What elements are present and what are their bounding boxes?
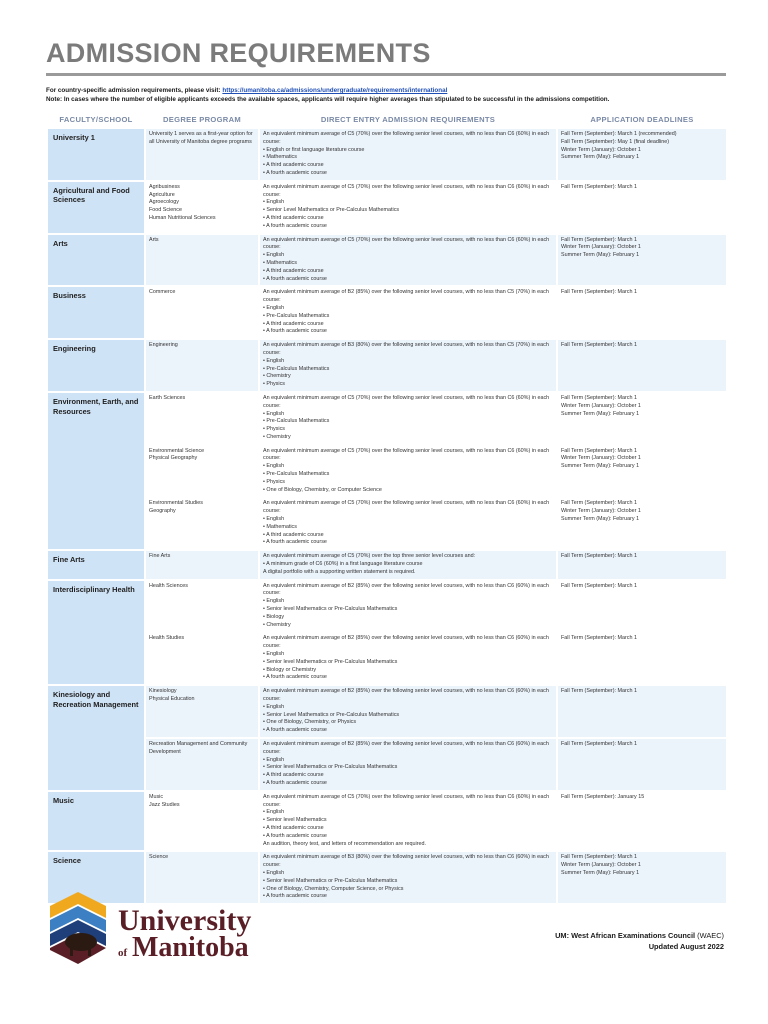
admission-requirements-line: An equivalent minimum average of C5 (70%) over the following senior level courses, with no less than C6 (60%) in each course: [263,793,550,808]
intro-note: Note: In cases where the number of eligible applicants exceeds the available spaces, applicants will require higher averages than stipulated to be successful in the admissions competition. [46,96,610,103]
admission-requirements-line: • Physics [263,478,285,485]
admission-requirements-line: • Pre-Calculus Mathematics [263,312,330,319]
application-deadlines [558,182,726,233]
faculty-name: Agricultural and Food Sciences [48,182,144,233]
admission-requirements [260,852,556,903]
application-deadlines-line: Fall Term (September): March 1 [561,582,637,589]
degree-program-line: Earth Sciences [149,394,186,401]
admission-requirements-line: • A third academic course [263,772,324,779]
admission-requirements [260,498,556,549]
admission-requirements-line: • One of Biology, Chemistry, or Physics [263,719,357,726]
intro-line-1 [46,86,736,95]
admission-requirements [260,581,556,632]
application-deadlines-line: Fall Term (September): March 1 [561,394,637,401]
admission-requirements-line: • Senior level Mathematics or Pre-Calculus Mathematics [263,606,398,613]
table-row [48,446,726,497]
degree-program-line: Food Science [149,207,182,214]
admission-requirements-line: • Chemistry [263,621,291,628]
admission-requirements-line: • English [263,809,285,816]
application-deadlines [558,581,726,632]
degree-program [146,498,258,549]
application-deadlines-line: Winter Term (January): October 1 [561,862,641,869]
degree-program-line: Agriculture [149,191,175,198]
admission-requirements-line: • English [263,304,285,311]
faculty-name: Engineering [48,340,144,391]
admission-requirements-line: • English [263,357,285,364]
application-deadlines-line: Fall Term (September): March 1 [561,635,637,642]
degree-program-line: Geography [149,508,176,515]
admission-requirements-line: An equivalent minimum average of B3 (80%) over the following senior level courses, with no less than C5 (70%) in each course: [263,342,549,356]
admission-requirements-line: • A third academic course [263,320,324,327]
admission-requirements-line: • Pre-Calculus Mathematics [263,471,330,478]
application-deadlines-line: Summer Term (May): February 1 [561,154,640,161]
degree-program [146,393,258,444]
degree-program [146,581,258,632]
application-deadlines [558,446,726,497]
application-deadlines-line: Summer Term (May): February 1 [561,252,640,259]
bison-shield-icon [50,892,106,964]
degree-program [146,182,258,233]
application-deadlines [558,129,726,180]
admission-requirements-line: • A third academic course [263,162,324,169]
admission-requirements-line: • Mathematics [263,523,297,530]
admission-requirements-line: An equivalent minimum average of C5 (70%) over the top three senior level courses and: [263,553,476,560]
admission-requirements-line: • Physics [263,426,285,433]
degree-program-line: Fine Arts [149,553,171,560]
degree-program [146,686,258,737]
application-deadlines-line: Fall Term (September): May 1 (final deadline) [561,138,670,145]
admission-requirements-line: • Senior Level Mathematics or Pre-Calculus Mathematics [263,207,400,214]
admission-requirements [260,287,556,338]
admission-requirements-line: An equivalent minimum average of C5 (70%) over the following senior level courses, with no less than C6 (60%) in each course: [263,236,550,251]
application-deadlines-line: Fall Term (September): January 15 [561,793,645,800]
admission-requirements-line: An equivalent minimum average of C5 (70%) over the following senior level courses, with no less than C6 (60%) in each course: [263,500,550,515]
admission-requirements-line: • One of Biology, Chemistry, or Computer Science [263,486,382,493]
degree-program-line: Physical Education [149,696,195,702]
admission-requirements-line: • English [263,463,285,470]
requirements-table [46,112,728,905]
degree-program-line: Commerce [149,289,176,296]
admission-requirements-line: • Senior level Mathematics or Pre-Calculus Mathematics [263,764,398,771]
degree-program-line: Recreation Management and Community Development [149,740,248,755]
admission-requirements-line: An equivalent minimum average of B2 (85%) over the following senior level courses, with no less than C5 (70%) in each course: [263,289,549,304]
admission-requirements-line: An equivalent minimum average of B2 (85%) over the following senior level courses, with no less than C6 (60%) in each course: [263,635,549,650]
application-deadlines-line: Fall Term (September): March 1 [561,447,637,454]
admission-requirements-line: • English [263,410,285,417]
application-deadlines-line: Summer Term (May): February 1 [561,410,640,417]
faculty-name: Science [48,852,144,903]
degree-program-line: Kinesiology [149,688,177,695]
admission-requirements-line: • A fourth academic course [263,727,327,734]
application-deadlines-line: Summer Term (May): February 1 [561,516,640,523]
admission-requirements-line: • English [263,598,285,605]
admission-requirements-line: • A fourth academic course [263,328,327,335]
admission-requirements-line: An audition, theory test, and letters of recommendation are required. [263,840,427,847]
application-deadlines-line: Summer Term (May): February 1 [561,463,640,470]
application-deadlines-line: Fall Term (September): March 1 [561,289,637,296]
table-row [48,393,726,444]
admission-requirements-line: • English or first language literature course [263,146,365,153]
table-row [48,633,726,684]
admission-requirements [260,235,556,286]
application-deadlines-line: Winter Term (January): October 1 [561,402,641,409]
degree-program [146,792,258,851]
degree-program-line: Engineering [149,342,178,349]
degree-program-line: Health Studies [149,635,185,642]
admission-requirements-line: • English [263,516,285,523]
degree-program [146,340,258,391]
faculty-name: Kinesiology and Recreation Management [48,686,144,790]
table-row [48,498,726,549]
column-header-deadlines: APPLICATION DEADLINES [590,115,694,124]
admission-requirements-line: • Chemistry [263,373,291,380]
application-deadlines [558,235,726,286]
application-deadlines [558,633,726,684]
application-deadlines-line: Fall Term (September): March 1 [561,183,637,190]
application-deadlines [558,686,726,737]
degree-program-line: Agribusiness [149,183,180,190]
admission-requirements-line: • A fourth academic course [263,169,327,176]
admission-requirements-line: • English [263,703,285,710]
admission-requirements-line: An equivalent minimum average of B2 (85%) over the following senior level courses, with no less than C6 (60%) in each course: [263,582,549,597]
admission-requirements-line: • A fourth academic course [263,779,327,786]
table-row [48,792,726,851]
table-body [48,129,726,903]
application-deadlines-line: Fall Term (September): March 1 [561,500,637,507]
admission-requirements-line: An equivalent minimum average of C5 (70%) over the following senior level courses, with no less than C6 (60%) in each course: [263,447,550,462]
admission-requirements-line: • Chemistry [263,433,291,440]
admission-requirements-line: • Senior level Mathematics or Pre-Calculus Mathematics [263,658,398,665]
application-deadlines [558,551,726,578]
admission-requirements-line: • A minimum grade of C6 (60%) in a first language literature course [263,561,423,568]
degree-program-line: Human Nutritional Sciences [149,214,216,221]
application-deadlines [558,340,726,391]
application-deadlines-line: Fall Term (September): March 1 [561,854,637,861]
admission-requirements-line: • Physics [263,381,285,388]
logo-text-of: of [118,947,128,959]
admission-requirements-line: • Biology or Chemistry [263,666,317,673]
degree-program-line: Environmental Studies [149,500,203,507]
admission-requirements [260,633,556,684]
table-row [48,686,726,737]
table-row [48,287,726,338]
admission-requirements-line: • English [263,651,285,658]
admission-requirements-line: An equivalent minimum average of C5 (70%) over the following senior level courses, with no less than C6 (60%) in each course: [263,183,550,198]
table-row [48,129,726,180]
application-deadlines [558,739,726,790]
admission-requirements-line: • A fourth academic course [263,275,327,282]
column-header-faculty: FACULTY/SCHOOL [59,115,133,124]
admission-requirements-line: • Mathematics [263,259,297,266]
admission-requirements-line: • A fourth academic course [263,539,327,546]
application-deadlines-line: Fall Term (September): March 1 (recommended) [561,131,677,137]
application-deadlines-line: Fall Term (September): March 1 [561,553,637,560]
footer-council-abbrev: (WAEC) [695,931,724,940]
application-deadlines [558,287,726,338]
admission-requirements-line: An equivalent minimum average of B2 (85%) over the following senior level courses, with no less than C6 (60%) in each course: [263,688,549,702]
admission-requirements-line: • A third academic course [263,824,324,831]
table-row [48,581,726,632]
footer-updated: Updated August 2022 [648,942,724,951]
table-row [48,739,726,790]
table-header-row [48,114,726,127]
admission-requirements-line: • A third academic course [263,214,324,221]
degree-program-line: Arts [149,236,159,243]
admission-requirements [260,739,556,790]
application-deadlines-line: Fall Term (September): March 1 [561,688,637,695]
admission-requirements-line: • A fourth academic course [263,893,327,900]
application-deadlines-line: Winter Term (January): October 1 [561,455,641,462]
application-deadlines [558,393,726,444]
degree-program [146,739,258,790]
column-header-program: DEGREE PROGRAM [162,115,242,124]
faculty-name: Environment, Earth, and Resources [48,393,144,549]
logo-text-university: University [118,904,252,937]
admission-requirements-line: • A third academic course [263,531,324,538]
admission-requirements-line: • Senior level Mathematics or Pre-Calculus Mathematics [263,877,398,884]
degree-program [146,235,258,286]
admission-requirements-line: • English [263,869,285,876]
faculty-name: Business [48,287,144,338]
table-row [48,340,726,391]
footer-line-1 [555,930,724,941]
admission-requirements [260,340,556,391]
degree-program-line: Health Sciences [149,582,188,589]
admission-requirements-line: An equivalent minimum average of B3 (80%) over the following senior level courses, with no less than C6 (60%) in each course: [263,854,549,869]
degree-program-line: Music [149,793,164,800]
logo-text-manitoba: Manitoba [132,932,249,963]
admission-requirements [260,393,556,444]
degree-program-line: Environmental Science [149,447,205,454]
application-deadlines-line: Fall Term (September): March 1 [561,236,637,243]
footer [555,930,724,952]
application-deadlines-line: Fall Term (September): March 1 [561,342,637,349]
admission-requirements [260,446,556,497]
intro-prefix: For country-specific admission requirements, please visit: [46,87,221,94]
column-header-requirements: DIRECT ENTRY ADMISSION REQUIREMENTS [320,115,496,124]
table-row [48,182,726,233]
admission-requirements-line: • A third academic course [263,267,324,274]
faculty-name: Fine Arts [48,551,144,578]
admission-requirements-line: • Biology [263,613,285,620]
faculty-name: Music [48,792,144,851]
admission-requirements-line: • Senior level Mathematics [263,817,327,824]
degree-program-line: Agroecology [149,199,179,206]
intro-notes [46,86,736,104]
footer-council: UM: West African Examinations Council [555,931,696,940]
admission-requirements-line: • One of Biology, Chemistry, Computer Science, or Physics [263,885,404,892]
title-divider [46,73,726,76]
admission-requirements-line: An equivalent minimum average of B2 (85%) over the following senior level courses, with no less than C6 (60%) in each course: [263,740,549,755]
admission-requirements-line: A digital portfolio with a supporting written statement is required. [263,568,416,575]
faculty-name: University 1 [48,129,144,180]
admission-requirements [260,182,556,233]
admission-requirements-line: • English [263,252,285,259]
application-deadlines-line: Winter Term (January): October 1 [561,244,641,251]
degree-program-line: Jazz Studies [149,801,180,808]
table-row [48,551,726,578]
degree-program-line: Physical Geography [149,455,198,462]
faculty-name: Arts [48,235,144,286]
degree-program-line: Science [149,854,169,861]
international-requirements-link[interactable]: https://umanitoba.ca/admissions/undergraduate/requirements/international [222,87,448,94]
admission-requirements-line: • English [263,756,285,763]
admission-requirements [260,792,556,851]
admission-requirements-line: • Pre-Calculus Mathematics [263,418,330,425]
degree-program [146,446,258,497]
admission-requirements-line: • Mathematics [263,154,297,161]
page-title: ADMISSION REQUIREMENTS [46,38,431,68]
application-deadlines-line: Winter Term (January): October 1 [561,146,641,153]
table-row [48,235,726,286]
university-of-manitoba-logo [48,888,288,966]
admission-requirements [260,129,556,180]
admission-requirements-line: • A fourth academic course [263,674,327,681]
faculty-name: Interdisciplinary Health [48,581,144,685]
admission-requirements [260,686,556,737]
admission-requirements-line: • A fourth academic course [263,832,327,839]
application-deadlines [558,498,726,549]
application-deadlines-line: Fall Term (September): March 1 [561,740,637,747]
degree-program [146,129,258,180]
admission-requirements [260,551,556,578]
admission-requirements-line: • English [263,199,285,206]
application-deadlines-line: Winter Term (January): October 1 [561,508,641,515]
application-deadlines [558,852,726,903]
application-deadlines [558,792,726,851]
admission-requirements-line: • A fourth academic course [263,222,327,229]
admission-requirements-line: An equivalent minimum average of C5 (70%) over the following senior level courses, with no less than C6 (60%) in each course: [263,131,550,145]
admission-requirements-line: • Senior Level Mathematics or Pre-Calculus Mathematics [263,711,400,718]
degree-program [146,633,258,684]
admission-requirements-line: • Pre-Calculus Mathematics [263,365,330,372]
degree-program [146,551,258,578]
degree-program-line: University 1 serves as a first-year option for all University of Manitoba degree programs [149,131,253,145]
degree-program [146,287,258,338]
admission-requirements-line: An equivalent minimum average of C5 (70%) over the following senior level courses, with no less than C6 (60%) in each course: [263,394,550,409]
application-deadlines-line: Summer Term (May): February 1 [561,869,640,876]
